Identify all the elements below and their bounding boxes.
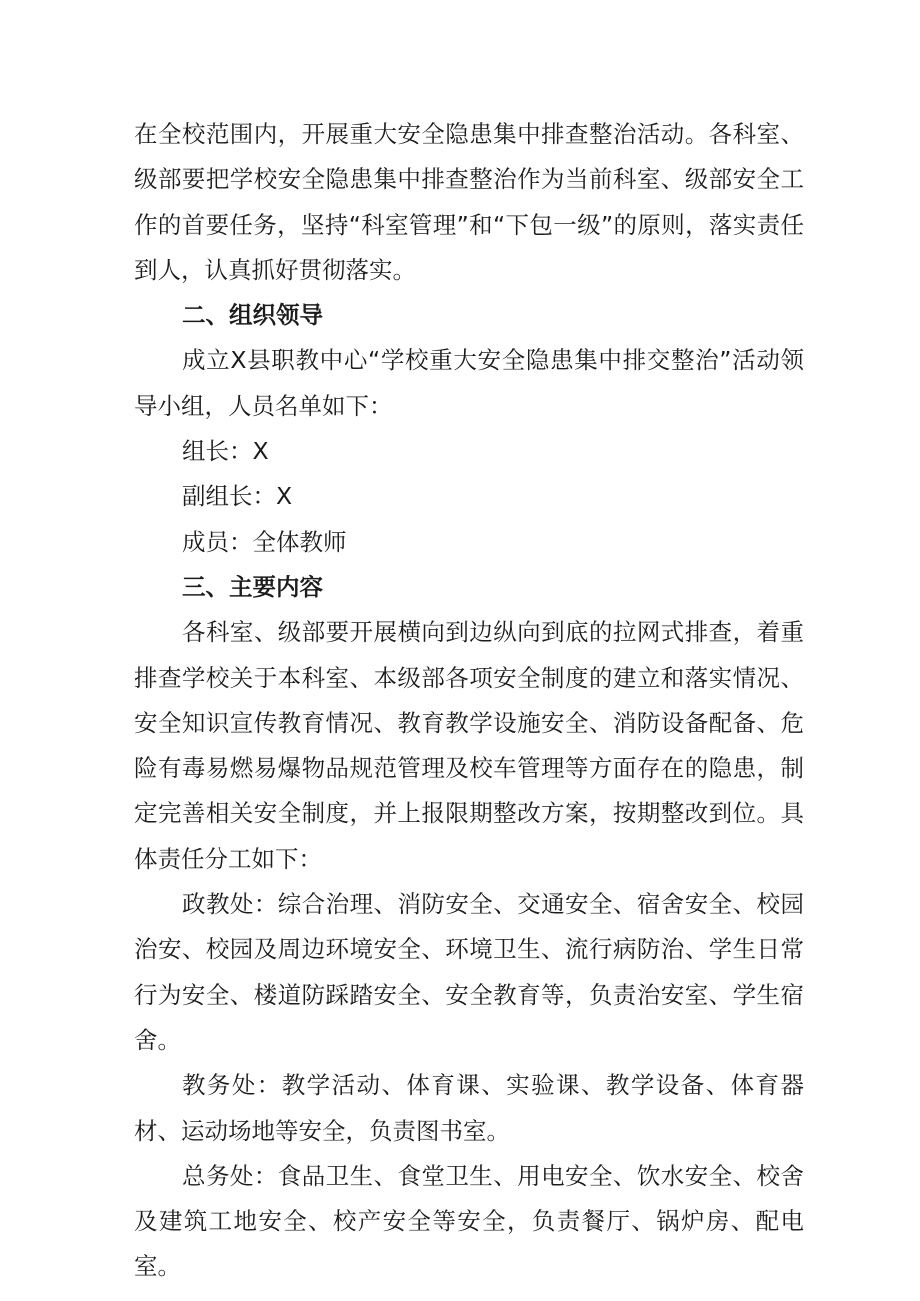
paragraph-academic-office: 教务处：教学活动、体育课、实验课、教学设备、体育器材、运动场地等安全，负责图书室。 <box>134 1071 804 1145</box>
paragraph-deputy-leader: 副组长：X <box>182 482 293 511</box>
paragraph-group-leader: 组长：X <box>182 437 269 466</box>
paragraph-leadership-group: 成立X县职教中心“学校重大安全隐患集中排交整治”活动领导小组，人员名单如下： <box>134 346 804 420</box>
paragraph-members: 成员：全体教师 <box>182 527 347 556</box>
document-body <box>134 112 804 1290</box>
paragraph-general-affairs-office: 总务处：食品卫生、食堂卫生、用电安全、饮水安全、校舍及建筑工地安全、校产安全等安全，负责餐厅、锅炉房、配电室。 <box>134 1161 804 1281</box>
section-heading-organization: 二、组织领导 <box>182 301 323 330</box>
paragraph-political-office: 政教处：综合治理、消防安全、交通安全、宿舍安全、校园治安、校园及周边环境安全、环境卫生、流行病防治、学生日常行为安全、楼道防踩踏安全、安全教育等，负责治安室、学生宿舍。 <box>134 890 804 1054</box>
paragraph-inspection-scope: 各科室、级部要开展横向到边纵向到底的拉网式排查，着重排查学校关于本科室、本级部各项安全制度的建立和落实情况、安全知识宣传教育情况、教育教学设施安全、消防设备配备、危险有毒易燃易爆物品规范管理及校车管理等方面存在的隐患，制定完善相关安全制度，并上报限期整改方案，按期整改到位。具体责任分工如下： <box>134 618 804 873</box>
paragraph-intro-continued: 在全校范围内，开展重大安全隐患集中排查整治活动。各科室、级部要把学校安全隐患集中排查整治作为当前科室、级部安全工作的首要任务，坚持“科室管理”和“下包一级”的原则，落实责任到人，认真抓好贯彻落实。 <box>134 120 804 284</box>
section-heading-main-content: 三、主要内容 <box>182 572 323 601</box>
